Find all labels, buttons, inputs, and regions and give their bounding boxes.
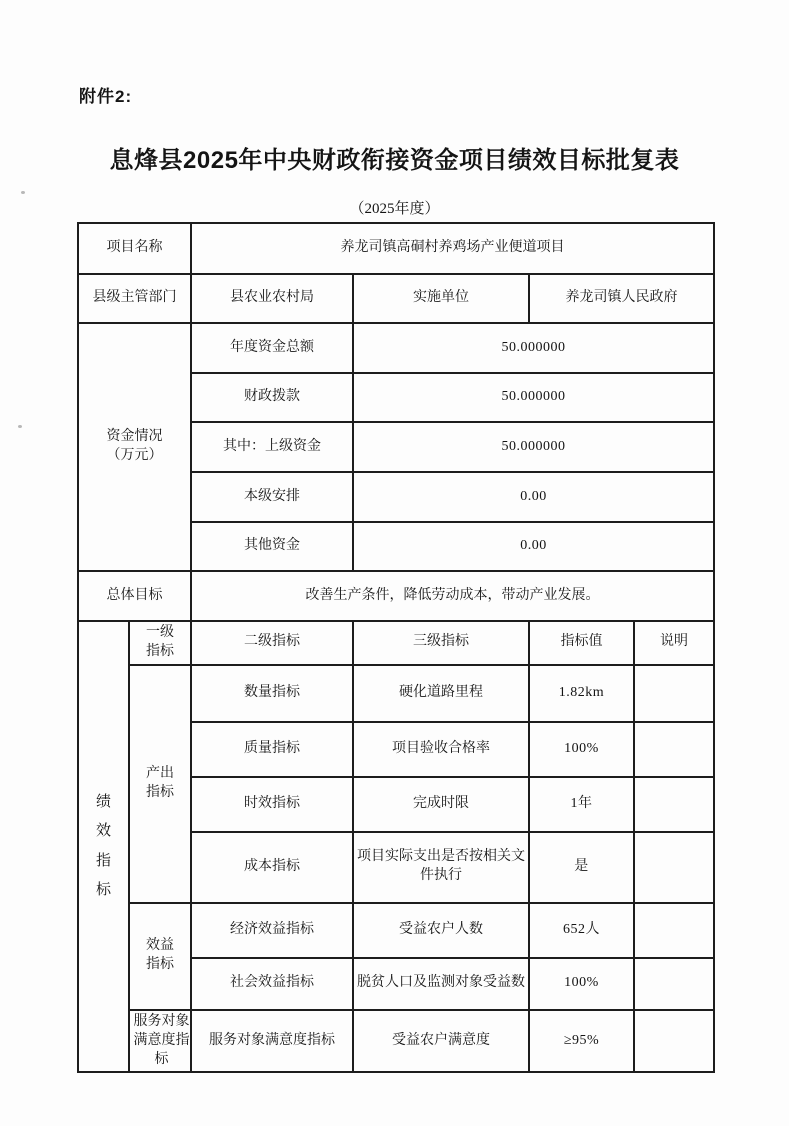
indicator-level2: 质量指标 bbox=[191, 722, 353, 777]
indicator-value: 1.82km bbox=[529, 665, 634, 722]
funding-label-line1: 资金情况 bbox=[106, 429, 163, 445]
header-note: 说明 bbox=[634, 621, 714, 665]
indicator-level2: 数量指标 bbox=[191, 665, 353, 722]
table-row bbox=[78, 223, 714, 274]
funding-row-value: 50.000000 bbox=[353, 323, 714, 373]
performance-section-label-text: 绩效指标 bbox=[95, 794, 111, 898]
indicator-note bbox=[634, 903, 714, 958]
scan-speck bbox=[18, 425, 22, 428]
indicator-row bbox=[78, 665, 714, 722]
funding-row-value: 0.00 bbox=[353, 522, 714, 571]
funding-row-label: 年度资金总额 bbox=[191, 323, 353, 373]
overall-goal-label: 总体目标 bbox=[78, 571, 191, 621]
indicator-level3: 脱贫人口及监测对象受益数 bbox=[353, 958, 529, 1010]
project-name-value: 养龙司镇高硐村养鸡场产业便道项目 bbox=[191, 223, 714, 274]
funding-section-label bbox=[78, 323, 191, 571]
indicator-value: 是 bbox=[529, 832, 634, 903]
funding-row-value: 0.00 bbox=[353, 472, 714, 522]
department-label: 县级主管部门 bbox=[78, 274, 191, 323]
funding-row-label: 财政拨款 bbox=[191, 373, 353, 422]
indicator-value: 100% bbox=[529, 722, 634, 777]
department-value: 县农业农村局 bbox=[191, 274, 353, 323]
document-subtitle: （2025年度） bbox=[349, 201, 440, 217]
overall-goal-value: 改善生产条件，降低劳动成本，带动产业发展。 bbox=[191, 571, 714, 621]
table-row bbox=[78, 571, 714, 621]
scan-speck bbox=[21, 191, 25, 194]
indicator-value: 100% bbox=[529, 958, 634, 1010]
indicator-row bbox=[78, 1010, 714, 1073]
header-level2: 二级指标 bbox=[191, 621, 353, 665]
funding-row-value: 50.000000 bbox=[353, 422, 714, 472]
funding-row-label: 本级安排 bbox=[191, 472, 353, 522]
indicator-level3: 项目实际支出是否按相关文件执行 bbox=[353, 832, 529, 903]
indicator-value: ≥95% bbox=[529, 1010, 634, 1073]
indicator-level3: 项目验收合格率 bbox=[353, 722, 529, 777]
group-satisfaction-label-text: 服务对象满意度指标 bbox=[133, 1013, 190, 1067]
indicator-level2: 成本指标 bbox=[191, 832, 353, 903]
funding-label-line2: （万元） bbox=[106, 448, 163, 463]
implementing-unit-value: 养龙司镇人民政府 bbox=[529, 274, 714, 323]
group-satisfaction-label bbox=[129, 1010, 191, 1073]
indicator-row bbox=[78, 903, 714, 958]
indicator-note bbox=[634, 722, 714, 777]
indicator-note bbox=[634, 832, 714, 903]
indicator-level2: 服务对象满意度指标 bbox=[191, 1010, 353, 1073]
indicator-level2: 时效指标 bbox=[191, 777, 353, 832]
indicator-note bbox=[634, 958, 714, 1010]
indicator-level3: 受益农户人数 bbox=[353, 903, 529, 958]
header-indicator-value: 指标值 bbox=[529, 621, 634, 665]
performance-target-table bbox=[77, 222, 715, 1073]
group-benefit-label-text: 效益指标 bbox=[145, 938, 174, 973]
funding-row-label: 其他资金 bbox=[191, 522, 353, 571]
indicator-value: 1年 bbox=[529, 777, 634, 832]
indicator-note bbox=[634, 665, 714, 722]
group-output-label-text: 产出指标 bbox=[145, 765, 174, 800]
funding-row-value: 50.000000 bbox=[353, 373, 714, 422]
indicator-value: 652人 bbox=[529, 903, 634, 958]
indicator-level3: 完成时限 bbox=[353, 777, 529, 832]
project-name-label: 项目名称 bbox=[78, 223, 191, 274]
indicator-note bbox=[634, 777, 714, 832]
table-row bbox=[78, 274, 714, 323]
group-output-label bbox=[129, 665, 191, 903]
header-level1-text: 一级指标 bbox=[145, 625, 174, 659]
table-row bbox=[78, 323, 714, 373]
indicator-level2: 经济效益指标 bbox=[191, 903, 353, 958]
table-row bbox=[78, 621, 714, 665]
indicator-level3: 硬化道路里程 bbox=[353, 665, 529, 722]
group-benefit-label bbox=[129, 903, 191, 1010]
implementing-unit-label: 实施单位 bbox=[353, 274, 529, 323]
indicator-level3: 受益农户满意度 bbox=[353, 1010, 529, 1073]
header-level3: 三级指标 bbox=[353, 621, 529, 665]
performance-section-label bbox=[78, 621, 129, 1072]
attachment-label: 附件2: bbox=[79, 87, 133, 106]
header-level1 bbox=[129, 621, 191, 665]
indicator-note bbox=[634, 1010, 714, 1073]
indicator-level2: 社会效益指标 bbox=[191, 958, 353, 1010]
funding-row-label: 其中：上级资金 bbox=[191, 422, 353, 472]
document-title: 息烽县2025年中央财政衔接资金项目绩效目标批复表 bbox=[109, 147, 680, 174]
